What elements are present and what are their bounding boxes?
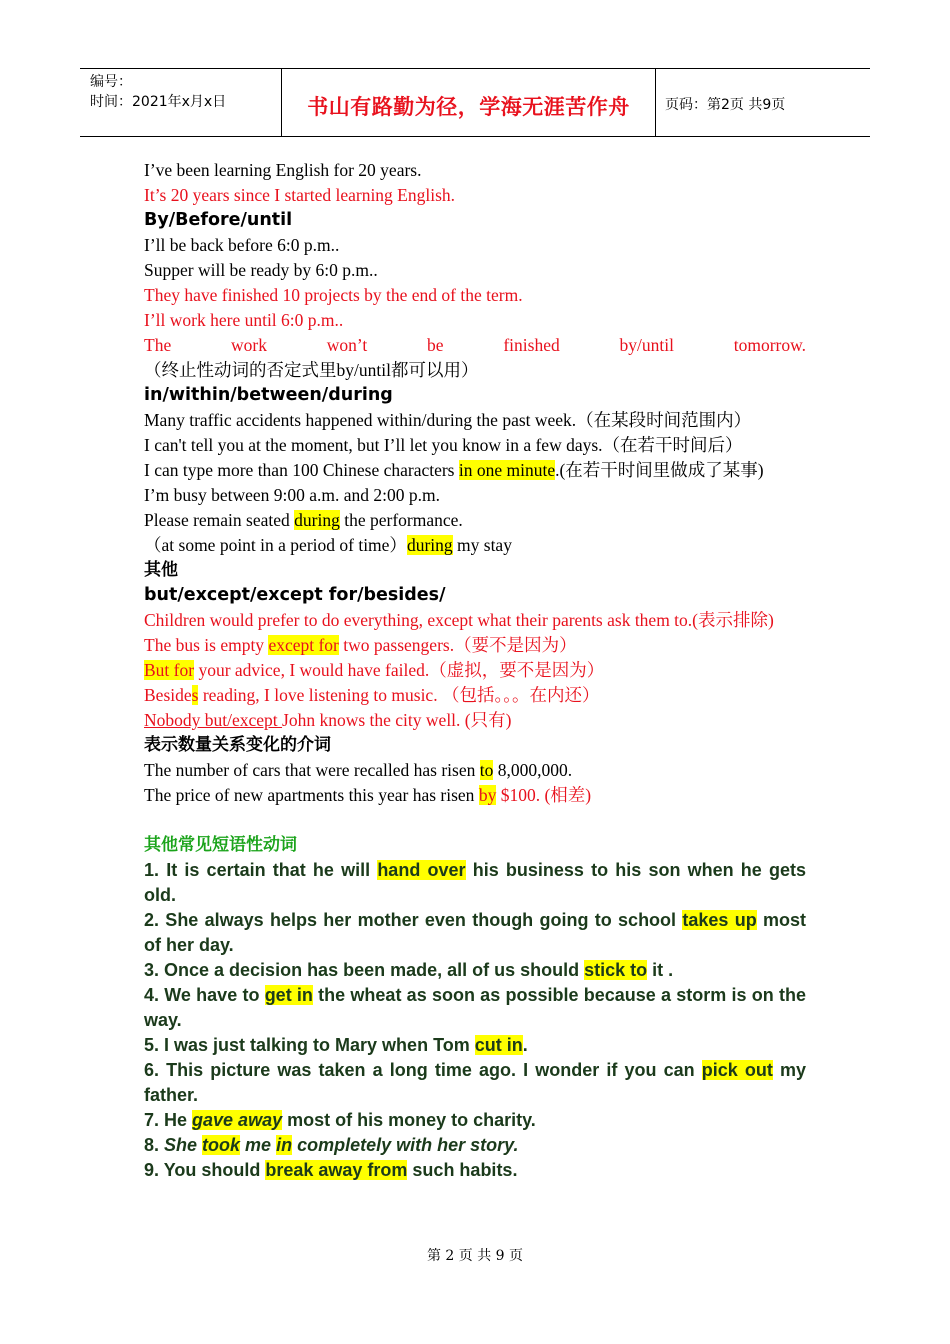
sentence-text: I can type more than 100 Chinese characters — [144, 460, 459, 480]
item-text: She — [164, 1135, 203, 1155]
phrasal-item — [144, 908, 806, 958]
highlighted-phrase: during — [294, 510, 340, 530]
section-heading: in/within/between/during — [144, 385, 393, 405]
sentence-text: The price of new apartments this year has risen — [144, 785, 479, 805]
highlighted-phrase: in — [276, 1135, 293, 1155]
underlined-phrase: Nobody but/except — [144, 710, 283, 730]
blank-line — [144, 808, 806, 833]
highlighted-phrase: hand over — [377, 860, 466, 880]
document-body — [144, 158, 806, 1183]
item-text: most of her day. — [144, 910, 806, 955]
phrasal-item — [144, 983, 806, 1033]
sentence — [144, 333, 806, 383]
highlighted-phrase: s — [191, 685, 199, 705]
section-heading: 其他常见短语性动词 — [144, 835, 297, 855]
item-text: the wheat as soon as possible because a storm is on the way. — [144, 985, 806, 1030]
sentence — [144, 758, 806, 783]
sentence: They have finished 10 projects by the end of the term. — [144, 285, 523, 305]
sentence-text: The work won’t be finished by/until tomorrow. — [144, 335, 806, 355]
item-text: 1. It is certain that he will — [144, 860, 378, 880]
sentence-text: your advice, I would have failed.（虚拟，要不是因为） — [194, 660, 605, 680]
sentence: I can't tell you at the moment, but I’ll let you know in a few days.（在若干时间后） — [144, 435, 743, 455]
sentence-text: reading, I love listening to music. （包括。。。在内还） — [198, 685, 600, 705]
sentence: It’s 20 years since I started learning English. — [144, 185, 456, 205]
sentence — [144, 708, 806, 733]
sentence: Many traffic accidents happened within/during the past week.（在某段时间范围内） — [144, 410, 752, 430]
phrasal-item — [144, 1133, 806, 1158]
highlighted-phrase: break away from — [265, 1160, 408, 1180]
sentence-note: （终止性动词的否定式里by/until都可以用） — [144, 360, 479, 380]
item-text: completely with her story. — [292, 1135, 519, 1155]
item-text: his business to his son when he gets old. — [144, 860, 806, 905]
section-heading: 表示数量关系变化的介词 — [144, 735, 331, 755]
phrasal-item — [144, 1058, 806, 1108]
highlighted-phrase: except for — [268, 635, 339, 655]
section-heading: but/except/except for/besides/ — [144, 585, 446, 605]
item-text: me — [240, 1135, 277, 1155]
sentence-text: Please remain seated — [144, 510, 295, 530]
header-left-cell — [80, 69, 281, 136]
motto: 书山有路勤为径，学海无涯苦作舟 — [307, 95, 630, 119]
sentence-text: The bus is empty — [144, 635, 269, 655]
highlighted-phrase: to — [479, 760, 494, 780]
time-label: 时间：2021年x月x日 — [90, 94, 227, 110]
sentence-text: .(在若干时间里做成了某事) — [555, 460, 764, 480]
page-info: 页码：第2页 共9页 — [665, 97, 786, 113]
phrasal-item — [144, 1158, 806, 1183]
phrasal-item — [144, 1033, 806, 1058]
highlighted-phrase: get in — [264, 985, 313, 1005]
sentence-text: my stay — [452, 535, 512, 555]
item-text: 8. — [144, 1135, 165, 1155]
page-footer: 第 2 页 共 9 页 — [426, 1248, 524, 1264]
phrasal-item — [144, 958, 806, 983]
highlighted-phrase: during — [406, 535, 453, 555]
item-text: 5. I was just talking to Mary when Tom — [144, 1035, 475, 1055]
highlighted-phrase: cut in — [474, 1035, 523, 1055]
sentence: I’ll work here until 6:0 p.m.. — [144, 310, 344, 330]
item-text: 3. Once a decision has been made, all of us should — [144, 960, 585, 980]
sentence-text: the performance. — [339, 510, 463, 530]
item-text: my father. — [144, 1060, 806, 1105]
sentence — [144, 633, 806, 658]
phrasal-item — [144, 1108, 806, 1133]
highlighted-phrase: But for — [144, 660, 195, 680]
item-text: . — [522, 1035, 528, 1055]
sentence — [144, 458, 806, 483]
sentence-text: 8,000,000. — [493, 760, 573, 780]
sentence-text: （at some point in a period of time） — [144, 535, 407, 555]
sentence: I’m busy between 9:00 a.m. and 2:00 p.m. — [144, 485, 440, 505]
item-text: 7. He — [144, 1110, 193, 1130]
header-table — [80, 68, 870, 137]
sentence-text: The number of cars that were recalled has risen — [144, 760, 480, 780]
item-text: 6. This picture was taken a long time ago. I wonder if you can — [144, 1060, 702, 1080]
sentence — [144, 533, 806, 558]
sentence: Children would prefer to do everything, except what their parents ask them to.(表示排除) — [144, 610, 774, 630]
section-heading: By/Before/until — [144, 210, 293, 230]
highlighted-phrase: by — [478, 785, 497, 805]
highlighted-phrase: takes up — [682, 910, 757, 930]
phrasal-item — [144, 858, 806, 908]
item-text: such habits. — [407, 1160, 518, 1180]
sentence-text: $100. (相差) — [496, 785, 592, 805]
item-text: 9. You should — [144, 1160, 266, 1180]
item-text: most of his money to charity. — [282, 1110, 536, 1130]
number-label: 编号： — [90, 74, 132, 90]
highlighted-phrase: in one minute — [458, 460, 556, 480]
sentence — [144, 508, 806, 533]
highlighted-phrase: stick to — [584, 960, 648, 980]
sentence — [144, 783, 806, 808]
sentence: I’ll be back before 6:0 p.m.. — [144, 235, 340, 255]
sentence-text: two passengers.（要不是因为） — [338, 635, 577, 655]
item-text: 4. We have to — [144, 985, 265, 1005]
sentence: I’ve been learning English for 20 years. — [144, 160, 422, 180]
section-heading: 其他 — [144, 560, 178, 580]
item-text: 2. She always helps her mother even though going to school — [144, 910, 683, 930]
highlighted-phrase: took — [202, 1135, 241, 1155]
header-center-cell — [281, 69, 656, 136]
highlighted-phrase: gave away — [192, 1110, 283, 1130]
sentence — [144, 683, 806, 708]
sentence — [144, 658, 806, 683]
item-text: it . — [647, 960, 674, 980]
sentence-text: Beside — [144, 685, 192, 705]
header-right-cell — [655, 69, 870, 136]
highlighted-phrase: pick out — [701, 1060, 773, 1080]
sentence: Supper will be ready by 6:0 p.m.. — [144, 260, 378, 280]
sentence-text: John knows the city well. (只有) — [282, 710, 512, 730]
